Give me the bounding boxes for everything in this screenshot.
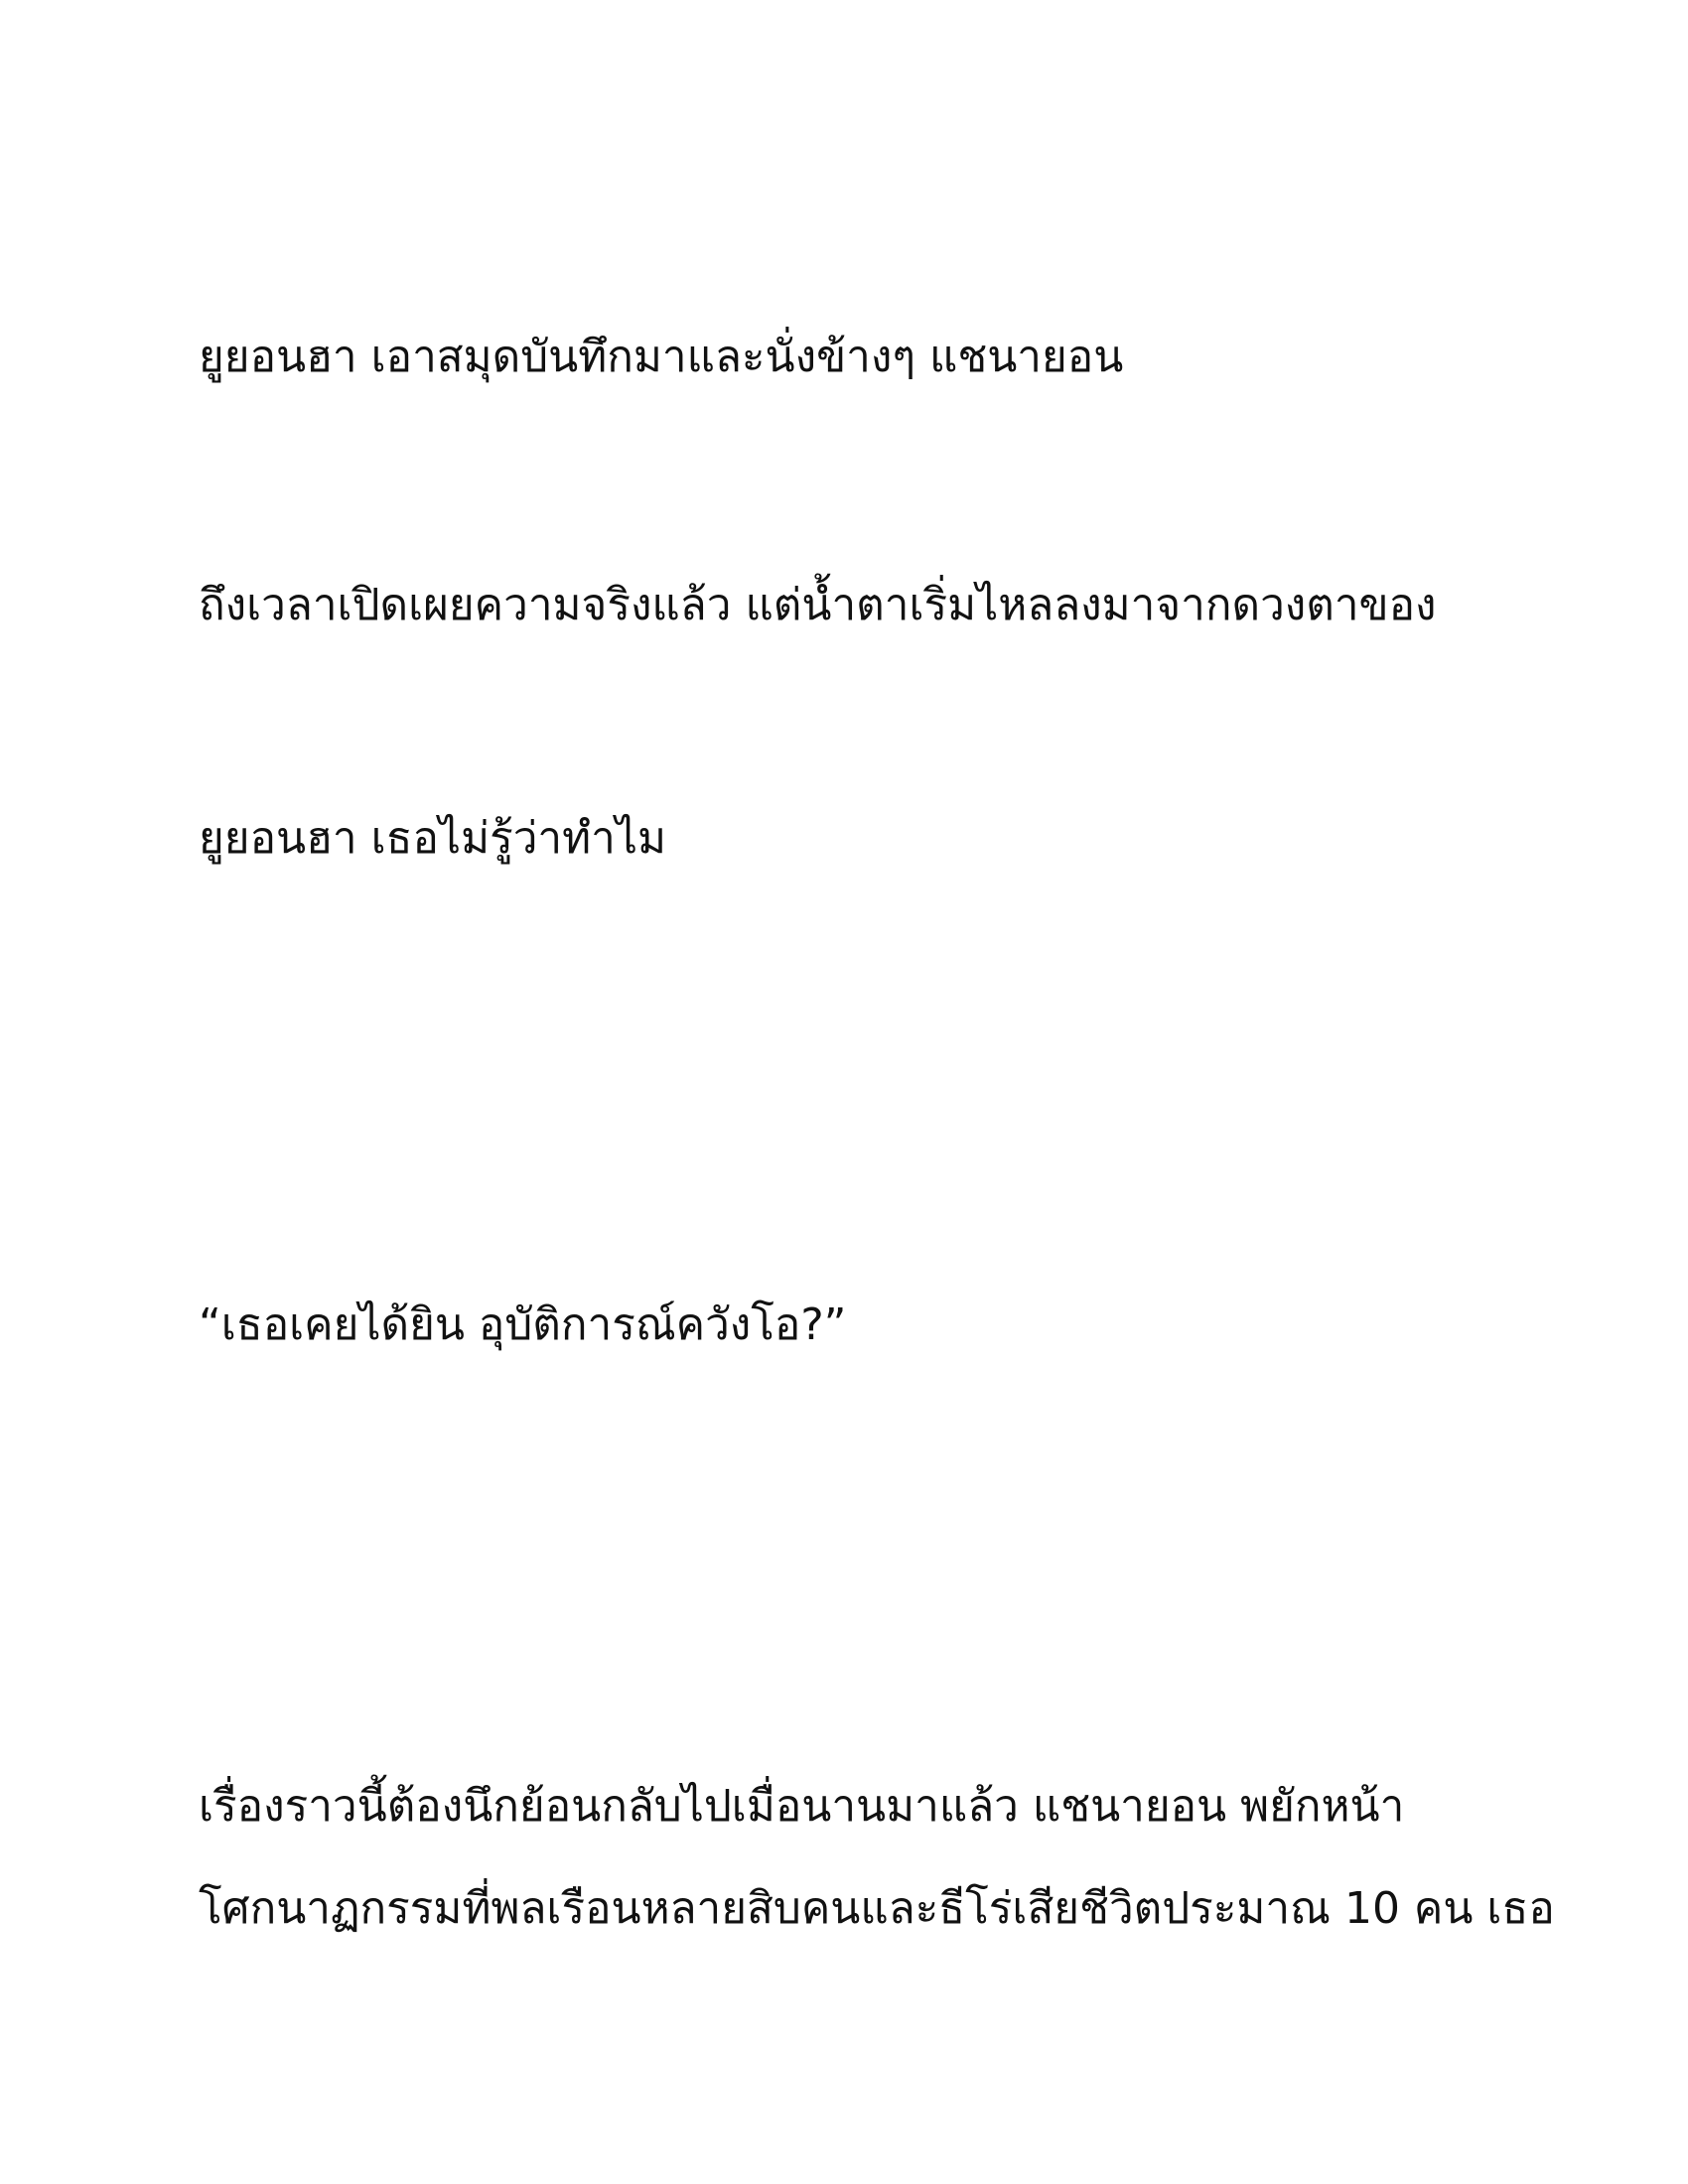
text-line: ยูยอนฮา เอาสมุดบันทึกมาและนั่งข้างๆ แชนายอน (199, 332, 1124, 382)
text-line: ถึงเวลาเปิดเผยความจริงแล้ว แต่น้ำตาเริ่มไหลลงมาจากดวงตาของ (199, 580, 1437, 630)
text-line: ยูยอนฮา เธอไม่รู้ว่าทำไม (199, 813, 666, 864)
dialogue-line: “เธอเคยได้ยิน อุบัติการณ์ควังโอ?” (199, 1299, 847, 1350)
text-line: เรื่องราวนี้ต้องนึกย้อนกลับไปเมื่อนานมาแล้ว แชนายอน พยักหน้า (199, 1781, 1405, 1832)
text-line: โศกนาฏกรรมที่พลเรือนหลายสิบคนและธีโร่เสียชีวิตประมาณ 10 คน เธอ (199, 1883, 1555, 1934)
